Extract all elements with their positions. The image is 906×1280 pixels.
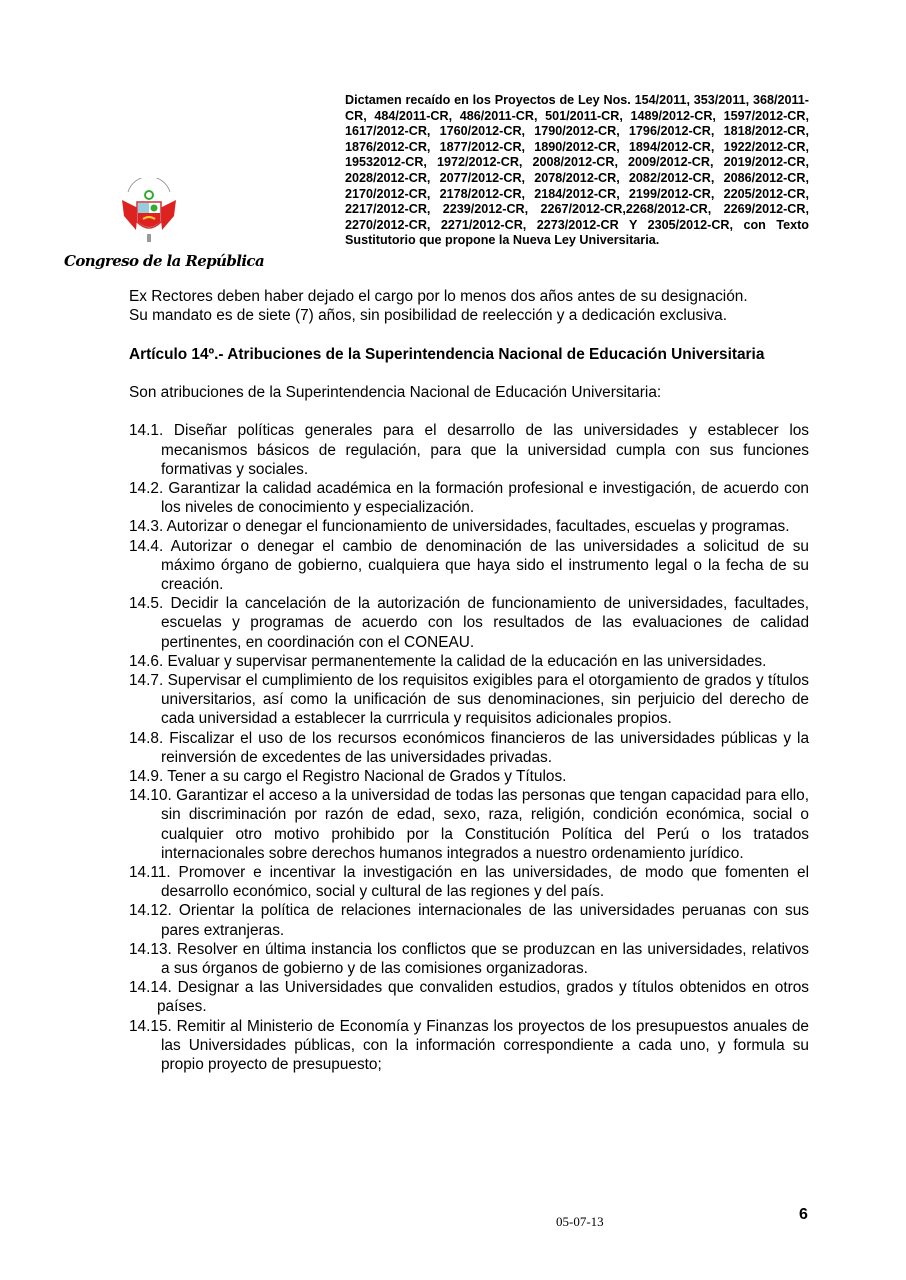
paragraph: Su mandato es de siete (7) años, sin posibilidad de reelección y a dedicación exclusiva.	[129, 307, 728, 325]
list-item: 14.7. Supervisar el cumplimiento de los requisitos exigibles para el otorgamiento de grados y títulos universitarios, así como la unificación de sus denominaciones, sin perjuicio del derecho de cada universidad a establecer la currricula y requisitos adicionales propios.	[129, 672, 809, 728]
list-item: 14.3. Autorizar o denegar el funcionamiento de universidades, facultades, escuelas y programas.	[129, 518, 790, 536]
document-body	[129, 287, 809, 1074]
list-item: 14.14. Designar a las Universidades que convaliden estudios, grados y títulos obtenidos en otros países.	[129, 979, 809, 1016]
list-item: 14.10. Garantizar el acceso a la universidad de todas las personas que tengan capacidad para ello, sin discriminación por razón de edad, sexo, raza, religión, condición económica, social o cualquier otro motivo prohibido por la Constitución Política del Perú o los tratados internacionales sobre derechos humanos integrados a nuestro ordenamiento jurídico.	[129, 787, 809, 862]
paragraph: Ex Rectores deben haber dejado el cargo por lo menos dos años antes de su designación.	[129, 288, 748, 305]
list-item: 14.4. Autorizar o denegar el cambio de denominación de las universidades a solicitud de su máximo órgano de gobierno, cualquiera que haya sido el instrumento legal o la fecha de su creación.	[129, 537, 809, 593]
congreso-logo-text: Congreso de la República	[64, 252, 265, 270]
dictamen-header: Dictamen recaído en los Proyectos de Ley Nos. 154/2011, 353/2011, 368/2011-CR, 484/2011-CR, 486/2011-CR, 501/2011-CR, 1489/2012-CR, 1597/2012-CR, 1617/2012-CR, 1760/2012-CR, 1790/2012-CR, 1796/2012-CR, 1818/2012-CR, 1876/2012-CR, 1877/2012-CR, 1890/2012-CR, 1894/2012-CR, 1922/2012-CR, 19532012-CR, 1972/2012-CR, 2008/2012-CR, 2009/2012-CR, 2019/2012-CR, 2028/2012-CR, 2077/2012-CR, 2078/2012-CR, 2082/2012-CR, 2086/2012-CR, 2170/2012-CR, 2178/2012-CR, 2184/2012-CR, 2199/2012-CR, 2205/2012-CR, 2217/2012-CR, 2239/2012-CR, 2267/2012-CR,2268/2012-CR, 2269/2012-CR, 2270/2012-CR, 2271/2012-CR, 2273/2012-CR Y 2305/2012-CR, con Texto Sustitutorio que propone la Nueva Ley Universitaria.	[345, 93, 809, 248]
list-item: 14.9. Tener a su cargo el Registro Nacional de Grados y Títulos.	[129, 768, 567, 786]
list-item: 14.8. Fiscalizar el uso de los recursos económicos financieros de las universidades públicas y la reinversión de excedentes de las universidades privadas.	[129, 729, 809, 766]
list-item: 14.12. Orientar la política de relaciones internacionales de las universidades peruanas con sus pares extranjeras.	[129, 902, 809, 939]
footer-date: 05-07-13	[556, 1214, 604, 1229]
list-item: 14.15. Remitir al Ministerio de Economía y Finanzas los proyectos de los presupuestos anuales de las Universidades públicas, con la información correspondiente a cada uno, y formula su propio proyecto de presupuesto;	[129, 1017, 809, 1074]
article-heading: Artículo 14º.- Atribuciones de la Superintendencia Nacional de Educación Universitaria	[129, 345, 765, 363]
list-item: 14.6. Evaluar y supervisar permanentemente la calidad de la educación en las universidades.	[129, 652, 767, 670]
peru-coat-of-arms-logo	[118, 178, 180, 246]
list-item: 14.11. Promover e incentivar la investigación en las universidades, de modo que fomenten el desarrollo económico, social y cultural de las regiones y del país.	[129, 864, 809, 901]
paragraph: Son atribuciones de la Superintendencia Nacional de Educación Universitaria:	[129, 383, 662, 401]
attributions-list	[129, 421, 809, 1074]
list-item: 14.1. Diseñar políticas generales para el desarrollo de las universidades y establecer los mecanismos básicos de regulación, para que la universidad cumpla con sus funciones formativas y sociales.	[129, 422, 809, 478]
list-item: 14.13. Resolver en última instancia los conflictos que se produzcan en las universidades, relativos a sus órganos de gobierno y de las comisiones organizadoras.	[129, 940, 809, 978]
list-item: 14.5. Decidir la cancelación de la autorización de funcionamiento de universidades, facultades, escuelas y programas de acuerdo con los resultados de las evaluaciones de calidad pertinentes, en coordinación con el CONEAU.	[129, 595, 809, 651]
list-item: 14.2. Garantizar la calidad académica en la formación profesional e investigación, de acuerdo con los niveles de conocimiento y especialización.	[129, 479, 809, 517]
page-number: 6	[799, 1206, 808, 1223]
